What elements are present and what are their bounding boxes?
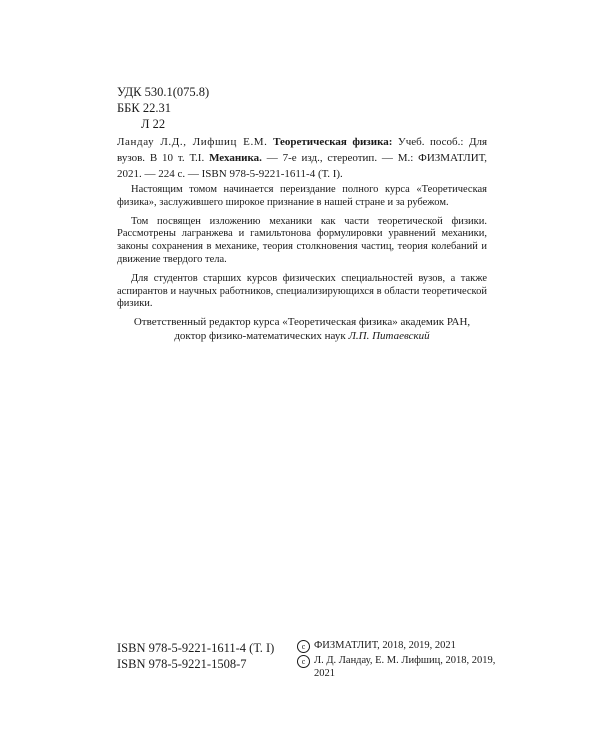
- annotation-paragraph: Том посвящен изложению механики как части теоретической физики. Рассмотрены лагранжева и гамильтонова формулировки уравнений механики, законы сохранения в механике, теория столкновения частиц, теория колебаний и движение твердого тела.: [117, 215, 487, 265]
- annotation: [117, 184, 487, 317]
- copyright-publisher: ФИЗМАТЛИТ, 2018, 2019, 2021: [314, 640, 456, 651]
- biblio-volume-title: Механика.: [209, 152, 262, 164]
- biblio-series-title: Теоретическая физика:: [273, 136, 393, 148]
- isbn-set: ISBN 978-5-9221-1508-7: [117, 657, 247, 671]
- copyright-block: [297, 640, 497, 682]
- isbn-block: [117, 640, 274, 672]
- copyright-icon: c: [297, 640, 310, 653]
- biblio-text-part2: — 7-е изд., стереотип. — М.: ФИЗМАТЛИТ, 2021. — 224 с. — ISBN 978-5-9221-1611-4 (Т. I).: [117, 152, 488, 180]
- annotation-paragraph: Настоящим томом начинается переиздание полного курса «Теоретическая физика», заслужившего широкое признание в нашей стране и за рубежом.: [117, 184, 487, 208]
- copyright-authors: Л. Д. Ландау, Е. М. Лифшиц, 2018, 2019, 2021: [314, 655, 496, 679]
- bbk-code: ББК 22.31: [117, 101, 171, 115]
- biblio-text-part1: Учеб. пособ.: Для вузов. В 10 т. Т.I.: [117, 136, 488, 164]
- author-mark: Л 22: [141, 117, 166, 131]
- udk-code: УДК 530.1(075.8): [117, 85, 210, 99]
- editor-line2: [112, 329, 492, 343]
- editor-line1: Ответственный редактор курса «Теоретическая физика» академик РАН,: [133, 316, 471, 328]
- copyright-icon: c: [297, 655, 310, 668]
- editor-degree: доктор физико-математических наук: [174, 330, 349, 342]
- annotation-paragraph: Для студентов старших курсов физических специальностей вузов, а также аспирантов и научных работников, специализирующихся в области теоретической физики.: [117, 272, 487, 310]
- editor-credit: [112, 315, 492, 343]
- copyright-authors-row: [297, 655, 497, 680]
- isbn-volume: ISBN 978-5-9221-1611-4 (Т. I): [117, 641, 275, 655]
- biblio-authors: Ландау Л.Д., Лифшиц Е.М.: [117, 136, 268, 148]
- copyright-publisher-row: [297, 640, 497, 653]
- editor-name: Л.П. Питаевский: [348, 330, 430, 342]
- bibliographic-record: [117, 134, 487, 182]
- classification-block: [117, 84, 209, 132]
